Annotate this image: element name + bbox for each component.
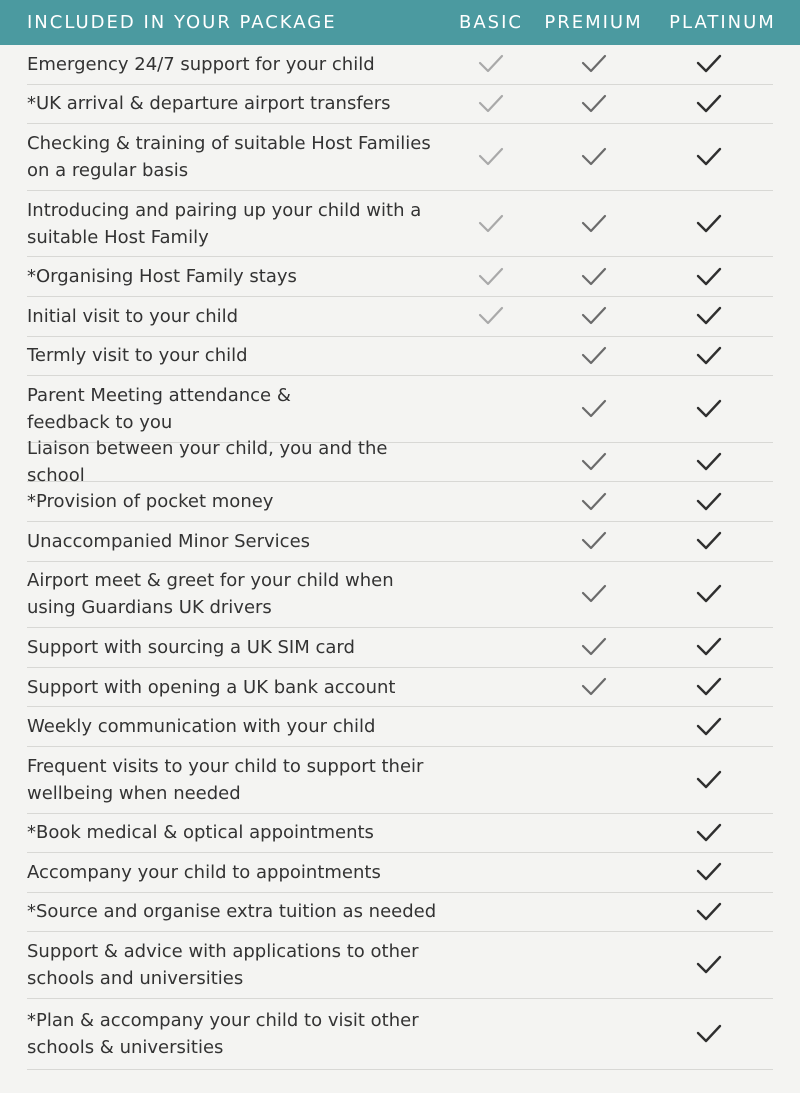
basic-cell bbox=[440, 213, 542, 235]
feature-table bbox=[0, 45, 800, 1070]
platinum-cell bbox=[645, 676, 773, 698]
premium-cell bbox=[542, 266, 645, 288]
feature-label: Unaccompanied Minor Services bbox=[27, 530, 311, 552]
table-row bbox=[27, 438, 773, 487]
platinum-cell bbox=[645, 305, 773, 327]
checkmark-icon bbox=[695, 53, 723, 75]
checkmark-icon bbox=[580, 53, 608, 75]
platinum-cell bbox=[645, 53, 773, 75]
feature-label: Checking & training of suitable Host Families on a regular basis bbox=[27, 132, 431, 181]
premium-cell bbox=[542, 146, 645, 168]
basic-cell bbox=[440, 53, 542, 75]
platinum-cell bbox=[645, 93, 773, 115]
checkmark-icon bbox=[695, 676, 723, 698]
feature-label: Support & advice with applications to other schools and universities bbox=[27, 941, 419, 990]
platinum-cell bbox=[645, 716, 773, 738]
checkmark-icon bbox=[580, 305, 608, 327]
feature-label: Support with opening a UK bank account bbox=[27, 676, 396, 698]
header-title: INCLUDED IN YOUR PACKAGE bbox=[27, 12, 337, 33]
checkmark-icon bbox=[695, 822, 723, 844]
feature-label: Accompany your child to appointments bbox=[27, 861, 381, 883]
feature-label: Emergency 24/7 support for your child bbox=[27, 53, 375, 75]
platinum-cell bbox=[645, 345, 773, 367]
platinum-cell bbox=[645, 954, 773, 976]
table-row bbox=[27, 85, 773, 125]
feature-label: *Provision of pocket money bbox=[27, 491, 274, 513]
feature-label: Termly visit to your child bbox=[27, 345, 248, 367]
checkmark-icon bbox=[580, 491, 608, 513]
premium-cell bbox=[542, 491, 645, 513]
checkmark-icon bbox=[695, 305, 723, 327]
basic-cell bbox=[440, 93, 542, 115]
header-platinum: PLATINUM bbox=[669, 12, 776, 33]
checkmark-icon bbox=[695, 451, 723, 473]
feature-label: *UK arrival & departure airport transfers bbox=[27, 93, 391, 115]
checkmark-icon bbox=[477, 213, 505, 235]
basic-cell bbox=[440, 266, 542, 288]
premium-cell bbox=[542, 676, 645, 698]
premium-cell bbox=[542, 636, 645, 658]
checkmark-icon bbox=[695, 716, 723, 738]
premium-cell bbox=[542, 583, 645, 605]
checkmark-icon bbox=[695, 491, 723, 513]
feature-label: *Book medical & optical appointments bbox=[27, 822, 374, 844]
feature-label: *Organising Host Family stays bbox=[27, 266, 297, 288]
checkmark-icon bbox=[580, 636, 608, 658]
checkmark-icon bbox=[695, 146, 723, 168]
table-row bbox=[27, 45, 773, 85]
checkmark-icon bbox=[580, 451, 608, 473]
table-row bbox=[27, 932, 773, 999]
checkmark-icon bbox=[580, 93, 608, 115]
premium-cell bbox=[542, 305, 645, 327]
premium-cell bbox=[542, 530, 645, 552]
checkmark-icon bbox=[580, 146, 608, 168]
table-row bbox=[27, 297, 773, 337]
feature-label: Introducing and pairing up your child with a suitable Host Family bbox=[27, 199, 422, 248]
platinum-cell bbox=[645, 266, 773, 288]
table-row bbox=[27, 999, 773, 1070]
table-row bbox=[27, 191, 773, 258]
checkmark-icon bbox=[477, 146, 505, 168]
platinum-cell bbox=[645, 213, 773, 235]
table-row bbox=[27, 562, 773, 629]
premium-cell bbox=[542, 93, 645, 115]
platinum-cell bbox=[645, 861, 773, 883]
header-premium: PREMIUM bbox=[544, 12, 643, 33]
platinum-cell bbox=[645, 769, 773, 791]
premium-cell bbox=[542, 345, 645, 367]
table-row bbox=[27, 482, 773, 522]
checkmark-icon bbox=[695, 636, 723, 658]
table-row bbox=[27, 747, 773, 814]
premium-cell bbox=[542, 451, 645, 473]
checkmark-icon bbox=[477, 93, 505, 115]
platinum-cell bbox=[645, 1023, 773, 1045]
table-row bbox=[27, 337, 773, 377]
table-row bbox=[27, 668, 773, 708]
feature-label: *Source and organise extra tuition as needed bbox=[27, 901, 437, 923]
table-row bbox=[27, 893, 773, 933]
checkmark-icon bbox=[580, 345, 608, 367]
feature-label: Parent Meeting attendance & feedback to you bbox=[27, 384, 291, 433]
checkmark-icon bbox=[695, 583, 723, 605]
checkmark-icon bbox=[580, 213, 608, 235]
premium-cell bbox=[542, 53, 645, 75]
feature-label: Initial visit to your child bbox=[27, 305, 239, 327]
checkmark-icon bbox=[580, 266, 608, 288]
premium-cell bbox=[542, 398, 645, 420]
checkmark-icon bbox=[695, 1023, 723, 1045]
table-row bbox=[27, 853, 773, 893]
feature-label: Liaison between your child, you and the school bbox=[27, 438, 388, 487]
table-row bbox=[27, 628, 773, 668]
table-row bbox=[27, 124, 773, 191]
checkmark-icon bbox=[695, 861, 723, 883]
platinum-cell bbox=[645, 530, 773, 552]
feature-label: *Plan & accompany your child to visit other schools & universities bbox=[27, 1009, 419, 1058]
platinum-cell bbox=[645, 491, 773, 513]
platinum-cell bbox=[645, 636, 773, 658]
feature-label: Frequent visits to your child to support their wellbeing when needed bbox=[27, 755, 424, 804]
checkmark-icon bbox=[580, 398, 608, 420]
checkmark-icon bbox=[695, 266, 723, 288]
feature-label: Airport meet & greet for your child when using Guardians UK drivers bbox=[27, 570, 394, 619]
checkmark-icon bbox=[695, 398, 723, 420]
table-row bbox=[27, 707, 773, 747]
platinum-cell bbox=[645, 901, 773, 923]
checkmark-icon bbox=[580, 583, 608, 605]
checkmark-icon bbox=[695, 901, 723, 923]
checkmark-icon bbox=[695, 213, 723, 235]
platinum-cell bbox=[645, 822, 773, 844]
table-header bbox=[0, 0, 800, 45]
basic-cell bbox=[440, 146, 542, 168]
checkmark-icon bbox=[695, 345, 723, 367]
checkmark-icon bbox=[695, 769, 723, 791]
checkmark-icon bbox=[695, 93, 723, 115]
platinum-cell bbox=[645, 398, 773, 420]
feature-label: Support with sourcing a UK SIM card bbox=[27, 636, 355, 658]
checkmark-icon bbox=[477, 266, 505, 288]
feature-label: Weekly communication with your child bbox=[27, 716, 376, 738]
platinum-cell bbox=[645, 583, 773, 605]
premium-cell bbox=[542, 213, 645, 235]
basic-cell bbox=[440, 305, 542, 327]
checkmark-icon bbox=[695, 530, 723, 552]
header-basic: BASIC bbox=[459, 12, 523, 33]
checkmark-icon bbox=[580, 530, 608, 552]
checkmark-icon bbox=[477, 53, 505, 75]
platinum-cell bbox=[645, 146, 773, 168]
table-row bbox=[27, 257, 773, 297]
platinum-cell bbox=[645, 451, 773, 473]
table-row bbox=[27, 376, 773, 443]
checkmark-icon bbox=[477, 305, 505, 327]
table-row bbox=[27, 522, 773, 562]
checkmark-icon bbox=[580, 676, 608, 698]
checkmark-icon bbox=[695, 954, 723, 976]
table-row bbox=[27, 814, 773, 854]
